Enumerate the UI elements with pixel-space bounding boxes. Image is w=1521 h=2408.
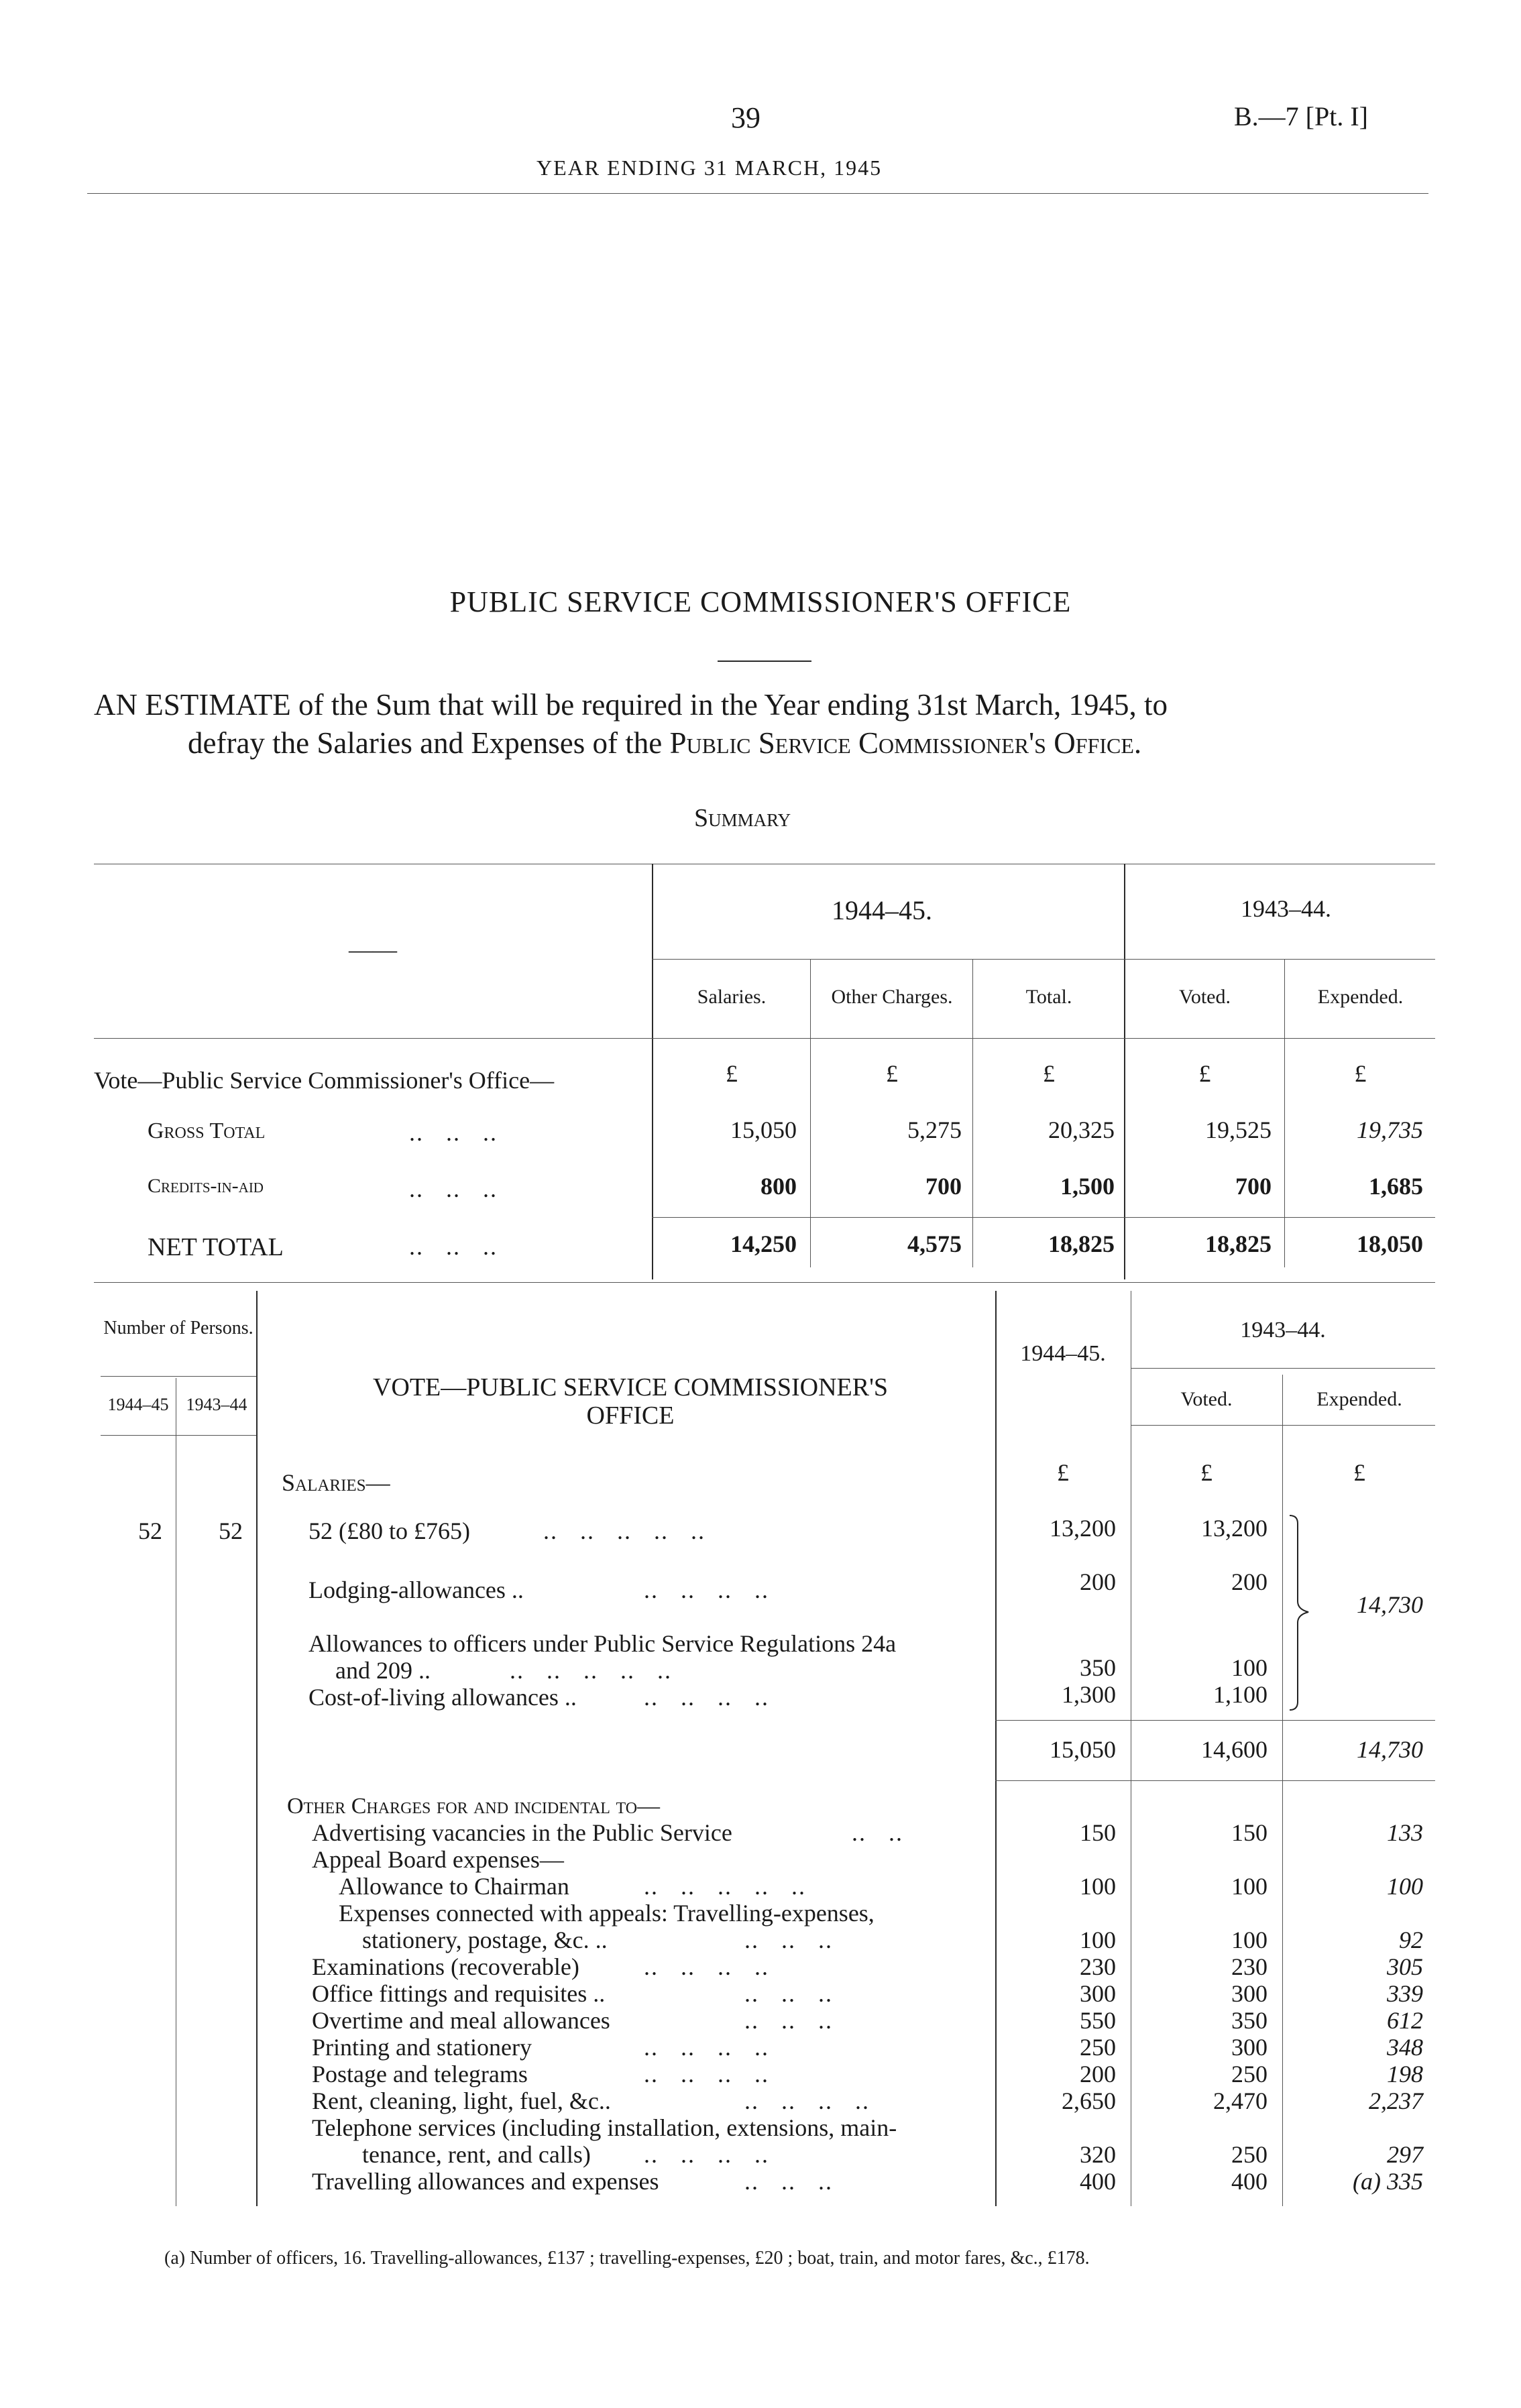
row-label: tenance, rent, and calls) xyxy=(362,2141,591,2168)
row-dots: .. .. .. .. .. xyxy=(644,1873,806,1900)
vote-expended-divider xyxy=(1282,1375,1283,2206)
cell-current: 2,650 xyxy=(1062,2087,1116,2114)
row-label: Telephone services (including installation, extensions, main- xyxy=(312,2114,897,2141)
row-dots: .. .. .. .. .. xyxy=(510,1657,672,1684)
row-label: Lodging-allowances .. xyxy=(308,1576,524,1603)
cell-expended: 100 xyxy=(1387,1873,1423,1900)
row-label: Gross Total xyxy=(148,1119,266,1143)
col-total: Total. xyxy=(1025,986,1072,1008)
cell-expended: 19,735 xyxy=(1357,1116,1423,1143)
cell-current: 200 xyxy=(1080,2061,1116,2087)
row-label: Allowances to officers under Public Service Regulations 24a xyxy=(308,1630,897,1657)
cell-current: 100 xyxy=(1080,1927,1116,1953)
pound-total: £ xyxy=(1043,1060,1055,1087)
other-charges-heading: Other Charges for and incidental to— xyxy=(287,1794,661,1819)
cell-expended: 133 xyxy=(1387,1819,1423,1846)
persons-header: Number of Persons. xyxy=(103,1318,253,1338)
row-label-2: and 209 .. xyxy=(335,1657,431,1684)
cell-expended: 2,237 xyxy=(1369,2087,1423,2114)
vote-title-line-1: VOTE—PUBLIC SERVICE COMMISSIONER'S xyxy=(372,1373,889,1401)
row-label: Advertising vacancies in the Public Service xyxy=(312,1819,732,1846)
row-dots: .. .. .. .. .. xyxy=(543,1517,706,1544)
row-label: Postage and telegrams xyxy=(312,2061,528,2087)
office-title: PUBLIC SERVICE COMMISSIONER'S OFFICE xyxy=(449,585,1072,618)
salaries-subtotal-rule xyxy=(995,1720,1435,1721)
row-dots: .. .. .. xyxy=(744,2007,833,2034)
vote-persons-divider xyxy=(256,1291,258,2206)
cell-expended: 198 xyxy=(1387,2061,1423,2087)
cell-expended: 305 xyxy=(1387,1953,1423,1980)
page-subtitle: YEAR ENDING 31 MARCH, 1945 xyxy=(537,156,883,180)
page-number: 39 xyxy=(731,101,760,134)
row-label: Expenses connected with appeals: Travelling-expenses, xyxy=(339,1900,875,1927)
cell-voted: 14,600 xyxy=(1201,1736,1268,1763)
cell-expended: (a) 335 xyxy=(1353,2168,1423,2195)
estimate-line-2-text: defray the Salaries and Expenses of the xyxy=(188,726,663,760)
cell-current: 300 xyxy=(1080,1980,1116,2007)
cell-voted: 1,100 xyxy=(1213,1681,1268,1708)
row-label: Office fittings and requisites .. xyxy=(312,1980,606,2007)
summary-col-div-3 xyxy=(1284,959,1285,1267)
cell-expended: 14,730 xyxy=(1357,1736,1423,1763)
other-charges-rule xyxy=(995,1780,1435,1781)
vote-label: Vote—Public Service Commissioner's Office— xyxy=(94,1067,555,1094)
cell-expended: 297 xyxy=(1387,2141,1423,2168)
row-dots: .. .. .. xyxy=(744,2168,833,2195)
cell-expended: 1,685 xyxy=(1369,1173,1423,1200)
vote-year-current: 1944–45. xyxy=(1020,1341,1106,1366)
summary-year-prev: 1943–44. xyxy=(1241,895,1331,922)
cell-voted: 230 xyxy=(1231,1953,1268,1980)
row-label: Overtime and meal allowances xyxy=(312,2007,610,2034)
row-label: NET TOTAL xyxy=(148,1233,284,1261)
summary-header-rule xyxy=(94,1038,1435,1039)
row-dots: .. .. .. .. xyxy=(644,1576,769,1603)
cell-other: 5,275 xyxy=(907,1116,962,1143)
estimate-line-2 xyxy=(188,726,1141,760)
pound-salaries: £ xyxy=(726,1060,738,1087)
cell-voted: 13,200 xyxy=(1201,1515,1268,1542)
row-label: Cost-of-living allowances .. xyxy=(308,1684,577,1711)
col-expended: Expended. xyxy=(1317,986,1404,1008)
row-dots: .. .. .. .. xyxy=(644,2034,769,2061)
vote-persons-rule xyxy=(101,1376,256,1377)
row-dots: .. .. .. .. xyxy=(644,1684,769,1711)
cell-expended: 339 xyxy=(1387,1980,1423,2007)
cell-other: 4,575 xyxy=(907,1230,962,1257)
persons-1944: 52 xyxy=(138,1517,162,1544)
cell-other: 700 xyxy=(925,1173,962,1200)
summary-heading: Summary xyxy=(694,804,791,832)
vote-years-rule xyxy=(1131,1368,1435,1369)
cell-current: 150 xyxy=(1080,1819,1116,1846)
cell-voted: 2,470 xyxy=(1213,2087,1268,2114)
document-reference: B.—7 [Pt. I] xyxy=(1234,101,1368,131)
row-dots: .. .. .. xyxy=(409,1119,498,1146)
summary-year-current: 1944–45. xyxy=(832,895,932,925)
cell-current: 230 xyxy=(1080,1953,1116,1980)
cell-current: 100 xyxy=(1080,1873,1116,1900)
cell-current: 550 xyxy=(1080,2007,1116,2034)
cell-current: 15,050 xyxy=(1050,1736,1116,1763)
cell-voted: 300 xyxy=(1231,2034,1268,2061)
pound-other: £ xyxy=(886,1060,898,1087)
cell-voted: 150 xyxy=(1231,1819,1268,1846)
vote-title-line-2: OFFICE xyxy=(586,1401,675,1430)
cell-voted: 100 xyxy=(1231,1654,1268,1681)
row-dots: .. .. .. .. xyxy=(744,2087,870,2114)
persons-col-1944: 1944–45 xyxy=(107,1395,169,1414)
cell-voted: 700 xyxy=(1235,1173,1272,1200)
row-dots: .. .. .. xyxy=(409,1176,498,1202)
cell-voted: 250 xyxy=(1231,2141,1268,2168)
row-dots: .. .. .. .. xyxy=(644,1953,769,1980)
cell-expended: 612 xyxy=(1387,2007,1423,2034)
cell-total: 18,825 xyxy=(1048,1230,1115,1257)
persons-col-1943: 1943–44 xyxy=(186,1395,247,1414)
cell-voted: 400 xyxy=(1231,2168,1268,2195)
cell-salaries: 15,050 xyxy=(730,1116,797,1143)
summary-col-div-1 xyxy=(810,959,811,1267)
vote-year-prev: 1943–44. xyxy=(1240,1318,1326,1342)
row-dots: .. .. .. xyxy=(744,1927,833,1953)
cell-total: 20,325 xyxy=(1048,1116,1115,1143)
cell-total: 1,500 xyxy=(1060,1173,1115,1200)
salaries-bracket-expended: 14,730 xyxy=(1357,1591,1423,1618)
pound-voted: £ xyxy=(1198,1060,1211,1087)
vote-title xyxy=(268,1373,993,1430)
cell-current: 350 xyxy=(1080,1654,1116,1681)
salaries-heading: Salaries— xyxy=(282,1469,390,1496)
cell-voted: 250 xyxy=(1231,2061,1268,2087)
row-label: Examinations (recoverable) xyxy=(312,1953,579,1980)
row-dots: .. .. xyxy=(852,1819,903,1846)
estimate-office-name: Public Service Commissioner's Office. xyxy=(669,726,1142,760)
footnote: (a) Number of officers, 16. Travelling-allowances, £137 ; travelling-expenses, £20 ; boat, train, and motor fares, &c., £178. xyxy=(164,2248,1090,2269)
header-rule xyxy=(87,193,1428,194)
estimate-line-1: AN ESTIMATE of the Sum that will be required in the Year ending 31st March, 1945, to xyxy=(94,688,1168,722)
col-voted: Voted. xyxy=(1179,986,1231,1008)
cell-current: 250 xyxy=(1080,2034,1116,2061)
summary-bottom-rule xyxy=(94,1282,1435,1283)
row-label: Appeal Board expenses— xyxy=(312,1846,564,1873)
cell-voted: 300 xyxy=(1231,1980,1268,2007)
persons-1943: 52 xyxy=(219,1517,243,1544)
cell-voted: 100 xyxy=(1231,1927,1268,1953)
row-dots: .. .. .. xyxy=(744,1980,833,2007)
cell-voted: 200 xyxy=(1231,1568,1268,1595)
row-dots: .. .. .. .. xyxy=(644,2141,769,2168)
cell-expended: 92 xyxy=(1399,1927,1423,1953)
cell-current: 13,200 xyxy=(1050,1515,1116,1542)
row-dots: .. .. .. xyxy=(409,1233,498,1260)
row-label: Rent, cleaning, light, fuel, &c.. xyxy=(312,2087,611,2114)
row-label: 52 (£80 to £765) xyxy=(308,1517,470,1544)
summary-year-rule xyxy=(652,959,1435,960)
cell-voted: 19,525 xyxy=(1205,1116,1272,1143)
row-dots: .. .. .. .. xyxy=(644,2061,769,2087)
cell-voted: 18,825 xyxy=(1205,1230,1272,1257)
title-underline xyxy=(718,661,811,662)
pound-expended: £ xyxy=(1354,1060,1367,1087)
summary-col-div-2 xyxy=(972,959,973,1267)
cell-salaries: 14,250 xyxy=(730,1230,797,1257)
row-label: Printing and stationery xyxy=(312,2034,532,2061)
cell-voted: 350 xyxy=(1231,2007,1268,2034)
vote-col-voted: Voted. xyxy=(1180,1388,1233,1410)
row-label: stationery, postage, &c. .. xyxy=(362,1927,608,1953)
cell-current: 400 xyxy=(1080,2168,1116,2195)
cell-current: 320 xyxy=(1080,2141,1116,2168)
cell-current: 200 xyxy=(1080,1568,1116,1595)
col-salaries: Salaries. xyxy=(697,986,767,1008)
col-other-charges: Other Charges. xyxy=(831,986,953,1008)
vote-header-rule xyxy=(101,1435,256,1436)
row-label: Allowance to Chairman xyxy=(339,1873,569,1900)
net-total-rule xyxy=(652,1217,1435,1218)
row-label: Credits-in-aid xyxy=(148,1175,264,1197)
vote-header-rule-right xyxy=(1131,1425,1435,1426)
cell-current: 1,300 xyxy=(1062,1681,1116,1708)
row-label: Travelling allowances and expenses xyxy=(312,2168,659,2195)
cell-expended: 348 xyxy=(1387,2034,1423,2061)
cell-expended: 18,050 xyxy=(1357,1230,1423,1257)
summary-stub-dash: —— xyxy=(349,936,397,963)
vote-pound-voted: £ xyxy=(1200,1459,1213,1486)
vote-col-expended: Expended. xyxy=(1316,1388,1402,1410)
cell-voted: 100 xyxy=(1231,1873,1268,1900)
vote-pound-expended: £ xyxy=(1353,1459,1365,1486)
cell-salaries: 800 xyxy=(760,1173,797,1200)
vote-pound-current: £ xyxy=(1057,1459,1069,1486)
